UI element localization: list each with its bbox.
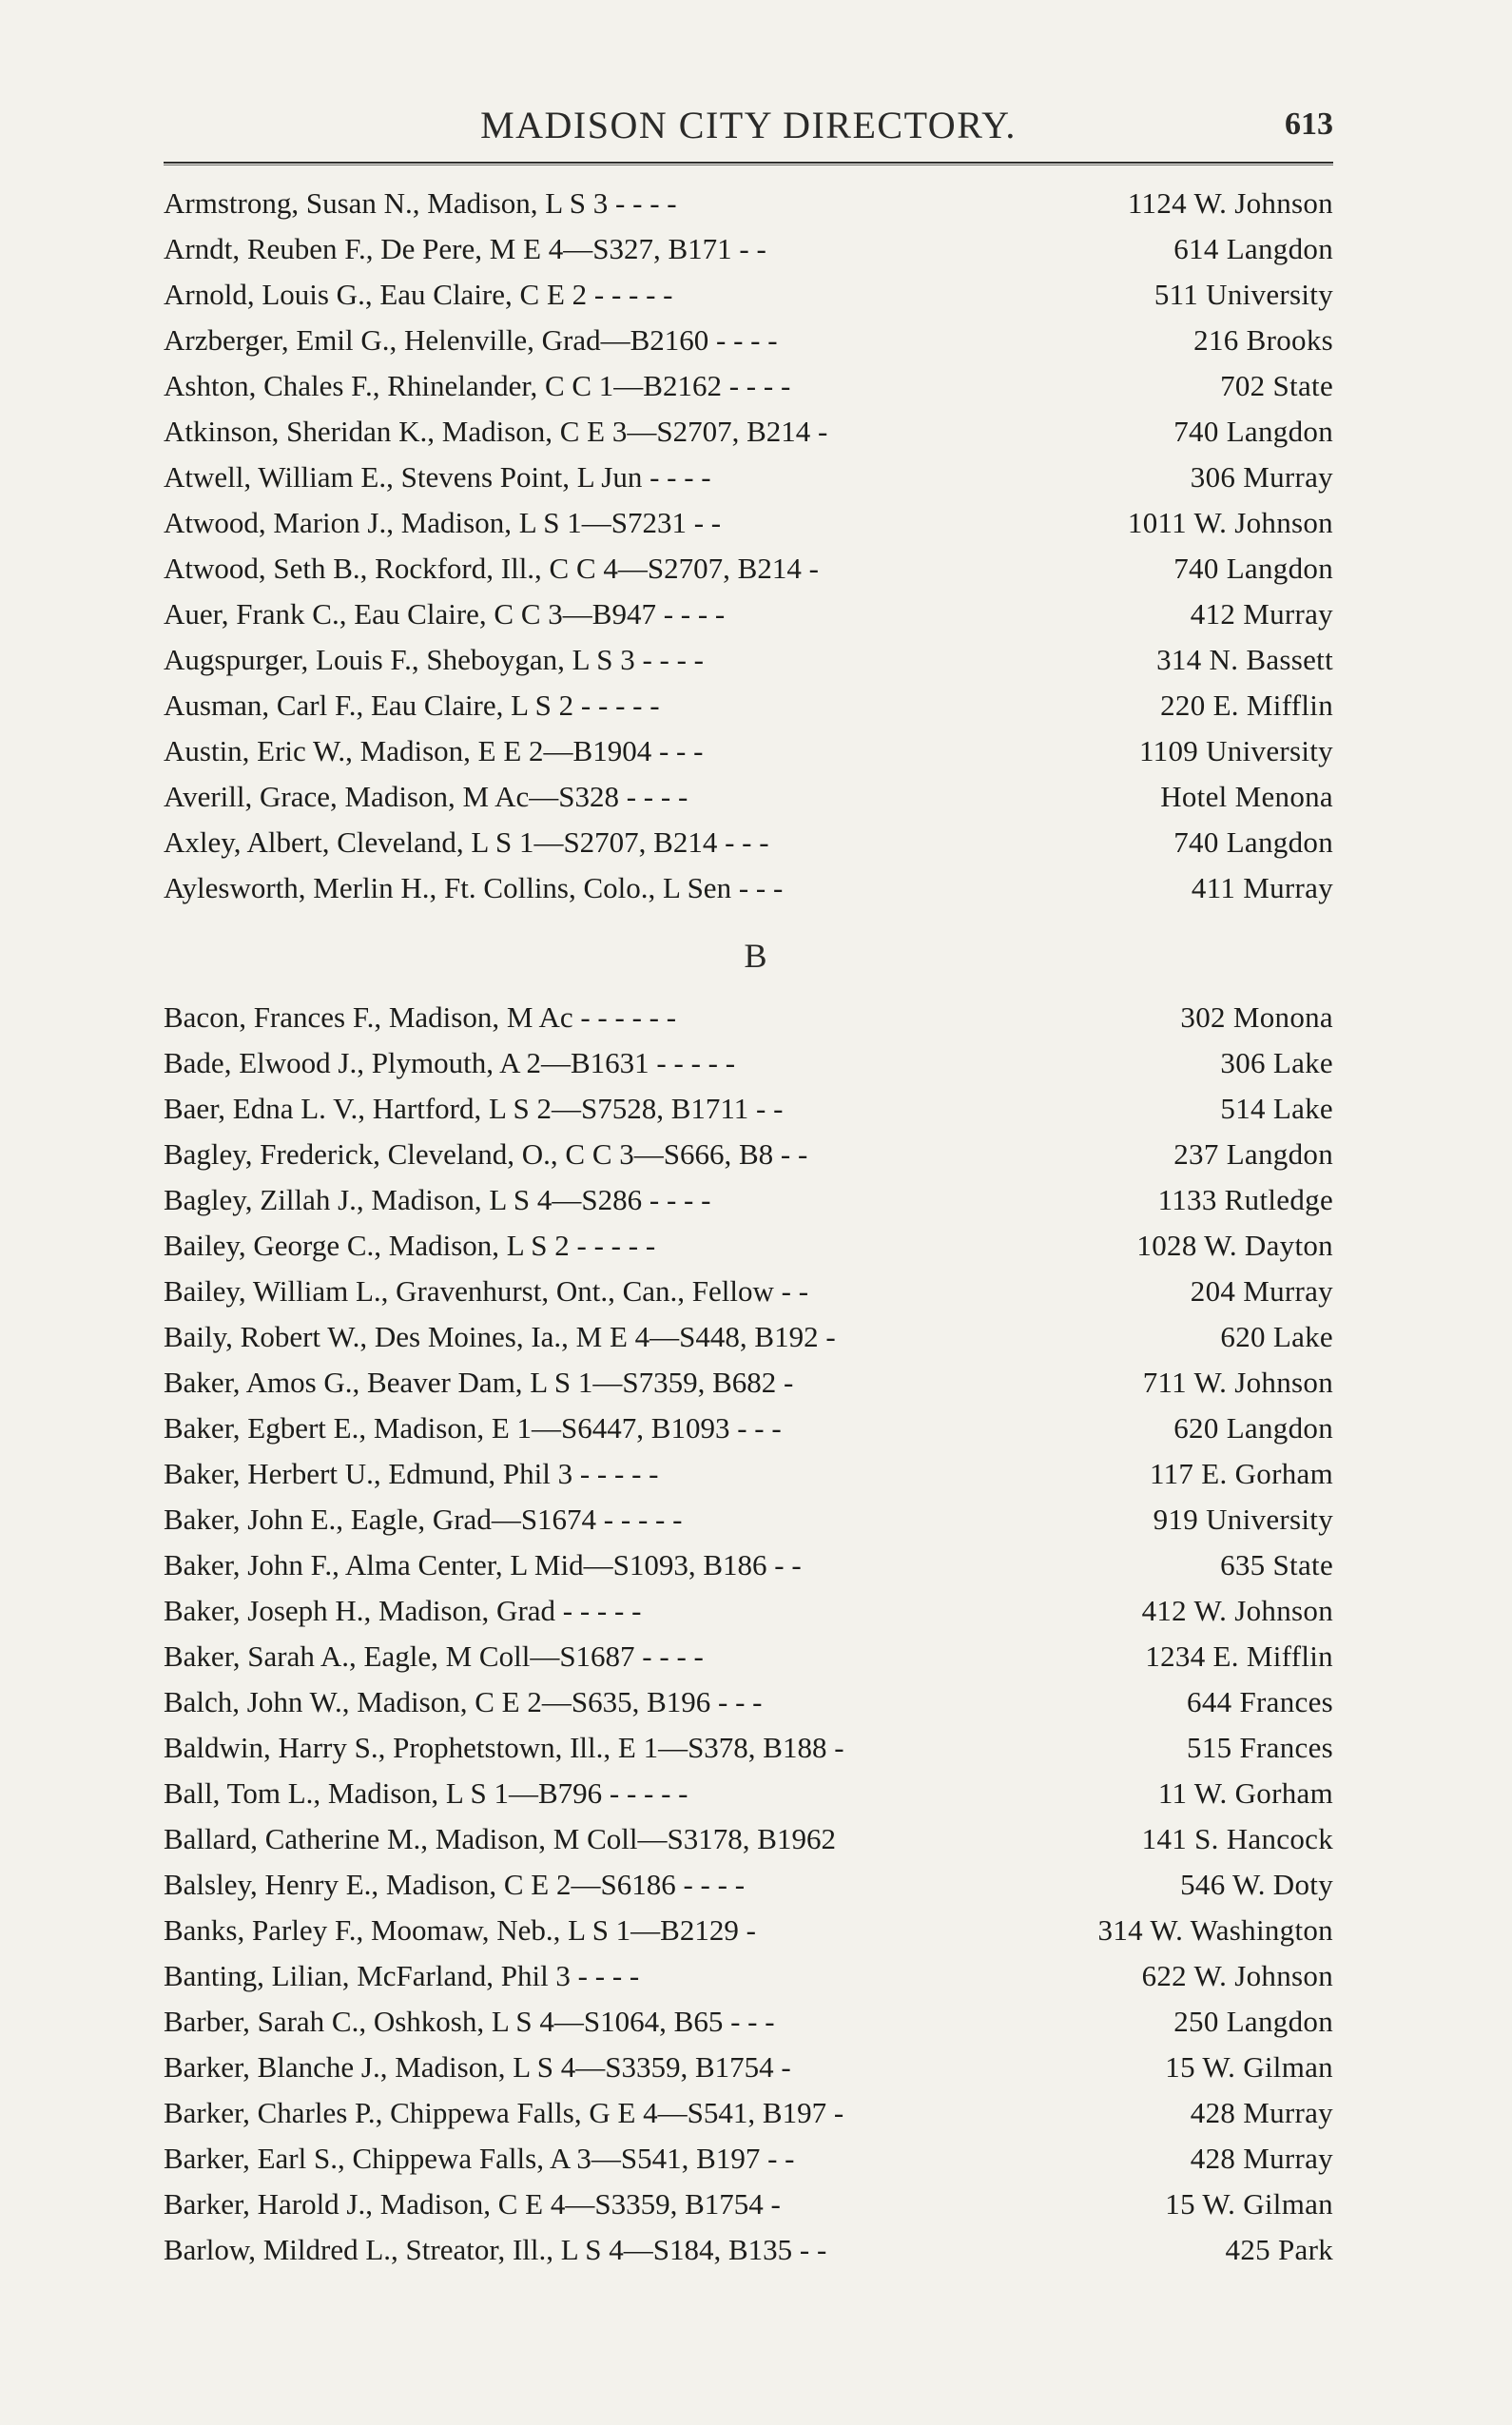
entry-text: Austin, Eric W., Madison, E E 2—B1904 - - - [164,734,704,767]
entry-text: Baker, Amos G., Beaver Dam, L S 1—S7359, B682 - [164,1366,794,1399]
entry-address: 11 W. Gorham [1157,1776,1333,1810]
entry-address: 15 W. Gilman [1165,2187,1333,2221]
entry-address: 428 Murray [1190,2096,1333,2129]
entry-text: Atwood, Seth B., Rockford, Ill., C C 4—S2707, B214 - [164,552,819,585]
entry-text: Balch, John W., Madison, C E 2—S635, B196 - - - [164,1685,763,1718]
entry-text: Banks, Parley F., Moomaw, Neb., L S 1—B2129 - [164,1913,756,1947]
entry-address: 1109 University [1139,734,1333,767]
directory-entry [164,1999,1333,2045]
entry-text: Banting, Lilian, McFarland, Phil 3 - - - - [164,1959,640,1992]
directory-entry [164,1314,1333,1360]
entry-text: Bade, Elwood J., Plymouth, A 2—B1631 - - - - - [164,1046,736,1079]
entry-text: Aylesworth, Merlin H., Ft. Collins, Colo., L Sen - - - [164,871,784,904]
directory-entry [164,500,1333,546]
directory-entry [164,455,1333,500]
entry-address: 216 Brooks [1193,323,1333,357]
directory-entry [164,409,1333,455]
entry-address: 644 Frances [1187,1685,1333,1718]
entry-text: Ausman, Carl F., Eau Claire, L S 2 - - - - - [164,689,660,722]
entry-text: Auer, Frank C., Eau Claire, C C 3—B947 - - - - [164,597,726,630]
entry-address: 412 Murray [1190,597,1333,630]
directory-entry [164,1086,1333,1132]
entry-address: 740 Langdon [1173,552,1333,585]
directory-entry [164,728,1333,774]
entry-address: 622 W. Johnson [1141,1959,1333,1992]
directory-entry [164,1542,1333,1588]
directory-entry [164,1223,1333,1269]
entry-address: 546 W. Doty [1180,1868,1333,1901]
directory-entry [164,1177,1333,1223]
entry-address: 1028 W. Dayton [1136,1229,1333,1262]
entry-text: Baldwin, Harry S., Prophetstown, Ill., E 1—S378, B188 - [164,1731,844,1764]
entry-address: 220 E. Mifflin [1160,689,1333,722]
directory-entry [164,2136,1333,2182]
entry-text: Atwell, William E., Stevens Point, L Jun - - - - [164,460,711,494]
entry-address: 428 Murray [1190,2142,1333,2175]
directory-entry [164,2045,1333,2090]
entry-address: 620 Langdon [1173,1411,1333,1445]
entry-address: 411 Murray [1191,871,1333,904]
entry-text: Baker, Joseph H., Madison, Grad - - - - - [164,1594,642,1627]
directory-entry [164,820,1333,865]
entry-address: 740 Langdon [1173,415,1333,448]
entries-section-a [164,181,1333,911]
entry-text: Barker, Earl S., Chippewa Falls, A 3—S541, B197 - - [164,2142,795,2175]
entry-address: 314 N. Bassett [1156,643,1333,676]
entry-address: 919 University [1153,1503,1333,1536]
entry-address: 511 University [1153,278,1333,311]
entry-text: Baer, Edna L. V., Hartford, L S 2—S7528, B1711 - - [164,1092,784,1125]
directory-entry [164,1040,1333,1086]
entry-address: 15 W. Gilman [1165,2050,1333,2084]
directory-entry [164,1451,1333,1497]
directory-entry [164,774,1333,820]
directory-entry [164,272,1333,318]
entry-text: Balsley, Henry E., Madison, C E 2—S6186 - - - - [164,1868,746,1901]
entry-text: Baker, John F., Alma Center, L Mid—S1093, B186 - - [164,1548,802,1581]
entry-text: Ballard, Catherine M., Madison, M Coll—S3178, B1962 [164,1822,836,1855]
entry-text: Bailey, George C., Madison, L S 2 - - - - - [164,1229,656,1262]
directory-entry [164,1816,1333,1862]
entry-address: 141 S. Hancock [1141,1822,1333,1855]
entry-text: Augspurger, Louis F., Sheboygan, L S 3 - - - - [164,643,705,676]
directory-entry [164,1634,1333,1679]
page-number: 613 [1285,107,1333,142]
entry-text: Barker, Blanche J., Madison, L S 4—S3359, B1754 - [164,2050,791,2084]
entry-address: 702 State [1220,369,1333,402]
entry-text: Baker, John E., Eagle, Grad—S1674 - - - - - [164,1503,683,1536]
entry-address: 740 Langdon [1173,825,1333,859]
entry-text: Atwood, Marion J., Madison, L S 1—S7231 - - [164,506,722,539]
entry-address: 1234 E. Mifflin [1145,1639,1333,1673]
entry-text: Arzberger, Emil G., Helenville, Grad—B2160 - - - - [164,323,778,357]
entry-address: 314 W. Washington [1097,1913,1333,1947]
entry-address: 412 W. Johnson [1141,1594,1333,1627]
entry-address: 204 Murray [1190,1274,1333,1308]
entry-text: Baker, Egbert E., Madison, E 1—S6447, B1093 - - - [164,1411,782,1445]
page-header [164,103,1333,164]
page-title: MADISON CITY DIRECTORY. [480,104,1017,146]
entry-text: Baker, Sarah A., Eagle, M Coll—S1687 - - - - [164,1639,704,1673]
directory-entry [164,1406,1333,1451]
directory-entry [164,1908,1333,1953]
entry-address: 425 Park [1225,2233,1333,2266]
directory-entry [164,1862,1333,1908]
entry-address: 635 State [1220,1548,1333,1581]
entry-text: Bagley, Frederick, Cleveland, O., C C 3—S666, B8 - - [164,1137,808,1171]
entry-text: Arnold, Louis G., Eau Claire, C E 2 - - - - - [164,278,673,311]
entry-text: Axley, Albert, Cleveland, L S 1—S2707, B214 - - - [164,825,769,859]
directory-entry [164,1132,1333,1177]
directory-entry [164,637,1333,683]
directory-entry [164,318,1333,363]
entry-address: 1133 Rutledge [1157,1183,1333,1216]
entry-text: Armstrong, Susan N., Madison, L S 3 - - - - [164,186,677,220]
directory-entry [164,683,1333,728]
directory-entry [164,1771,1333,1816]
entry-address: 250 Langdon [1173,2005,1333,2038]
directory-entry [164,546,1333,592]
directory-entry [164,995,1333,1040]
directory-entry [164,181,1333,226]
directory-entry [164,2227,1333,2273]
directory-entry [164,1588,1333,1634]
directory-entry [164,592,1333,637]
entry-address: 237 Langdon [1173,1137,1333,1171]
directory-entry [164,1725,1333,1771]
entry-address: 614 Langdon [1173,232,1333,265]
directory-entry [164,2182,1333,2227]
entry-address: 1011 W. Johnson [1127,506,1333,539]
entry-text: Ashton, Chales F., Rhinelander, C C 1—B2162 - - - - [164,369,791,402]
entry-address: 306 Lake [1220,1046,1333,1079]
directory-entry [164,1497,1333,1542]
directory-entry [164,226,1333,272]
entry-address: 117 E. Gorham [1149,1457,1333,1490]
entry-text: Bagley, Zillah J., Madison, L S 4—S286 - - - - [164,1183,711,1216]
entry-text: Baker, Herbert U., Edmund, Phil 3 - - - - - [164,1457,659,1490]
entry-address: 1124 W. Johnson [1127,186,1333,220]
directory-entry [164,1953,1333,1999]
entry-text: Averill, Grace, Madison, M Ac—S328 - - - - [164,780,688,813]
header-rule [164,162,1333,165]
entry-address: 306 Murray [1190,460,1333,494]
entry-text: Baily, Robert W., Des Moines, Ia., M E 4—S448, B192 - [164,1320,836,1353]
entry-address: Hotel Menona [1160,780,1333,813]
entry-text: Barlow, Mildred L., Streator, Ill., L S 4—S184, B135 - - [164,2233,827,2266]
entry-text: Bailey, William L., Gravenhurst, Ont., Can., Fellow - - [164,1274,809,1308]
entry-text: Ball, Tom L., Madison, L S 1—B796 - - - - - [164,1776,688,1810]
entry-text: Arndt, Reuben F., De Pere, M E 4—S327, B171 - - [164,232,766,265]
entry-text: Bacon, Frances F., Madison, M Ac - - - - - - [164,1000,677,1034]
entry-address: 302 Monona [1180,1000,1333,1034]
entry-text: Atkinson, Sheridan K., Madison, C E 3—S2707, B214 - [164,415,828,448]
entry-address: 514 Lake [1220,1092,1333,1125]
entry-address: 515 Frances [1187,1731,1333,1764]
entry-text: Barber, Sarah C., Oshkosh, L S 4—S1064, B65 - - - [164,2005,775,2038]
entry-address: 620 Lake [1220,1320,1333,1353]
directory-entry [164,1679,1333,1725]
section-heading-b: B [744,937,768,975]
entry-text: Barker, Harold J., Madison, C E 4—S3359, B1754 - [164,2187,781,2221]
entry-text: Barker, Charles P., Chippewa Falls, G E 4—S541, B197 - [164,2096,844,2129]
entries-section-b [164,995,1333,2273]
entry-address: 711 W. Johnson [1142,1366,1333,1399]
directory-entry [164,1360,1333,1406]
directory-entry [164,865,1333,911]
directory-entry [164,2090,1333,2136]
directory-entry [164,363,1333,409]
directory-entry [164,1269,1333,1314]
